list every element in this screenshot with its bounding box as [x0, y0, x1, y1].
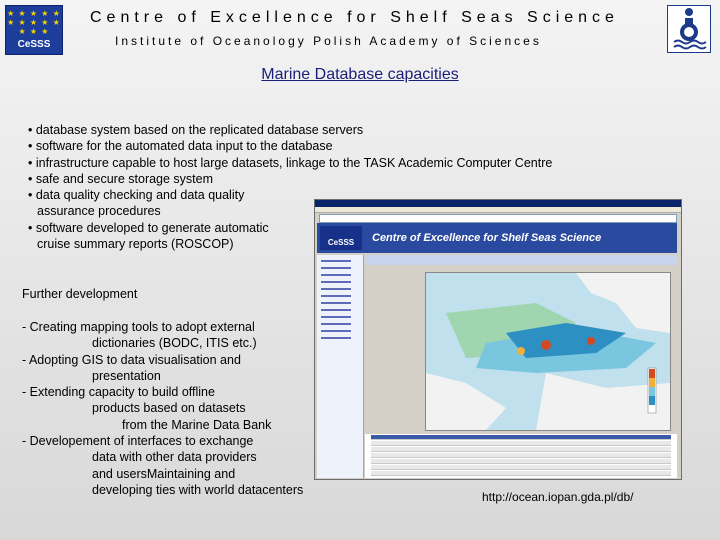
website-logo: CeSSS [320, 226, 362, 250]
development-item: - Adopting GIS to data visualisation and [22, 352, 241, 367]
development-continuation: presentation [92, 368, 161, 383]
website-banner-title: Centre of Excellence for Shelf Seas Science [372, 232, 602, 244]
website-banner [317, 223, 677, 253]
bullet-item: • software for the automated data input to the database [28, 139, 333, 154]
further-development-heading: Further development [22, 287, 138, 301]
development-list [22, 319, 303, 498]
distribution-map [425, 272, 671, 431]
browser-menu-bar [315, 207, 681, 213]
bullet-item: • database system based on the replicated database servers [28, 123, 364, 137]
development-continuation: developing ties with world datacenters [92, 482, 304, 497]
bullet-item: • safe and secure storage system [28, 171, 214, 186]
map-graphic [426, 273, 670, 430]
iopan-logo [667, 5, 711, 53]
development-item: - Developement of interfaces to exchange [22, 434, 254, 449]
browser-address-bar [319, 214, 677, 223]
centre-title: Centre of Excellence for Shelf Seas Science [90, 9, 619, 26]
development-item: - Extending capacity to build offline [22, 385, 215, 400]
iopan-logo-icon [668, 6, 710, 52]
website-sidebar [317, 255, 364, 478]
map-title-band [365, 255, 677, 265]
development-item: - Creating mapping tools to adopt external [22, 320, 255, 334]
eu-stars-icon: ★ ★ ★ ★ ★ ★ ★ ★ ★ ★ ★ ★ ★ [7, 9, 61, 36]
cesss-logo-text: CeSSS [17, 39, 51, 50]
bullet-continuation: assurance procedures [37, 204, 161, 219]
development-continuation: products based on datasets [92, 401, 246, 416]
development-continuation: from the Marine Data Bank [122, 417, 272, 432]
development-continuation: data with other data providers [92, 450, 257, 465]
bullet-item: • software developed to generate automatic [28, 220, 269, 235]
development-continuation: and usersMaintaining and [92, 466, 236, 481]
development-continuation: dictionaries (BODC, ITIS etc.) [92, 336, 257, 351]
browser-title-bar [315, 200, 681, 207]
database-website-screenshot [314, 199, 682, 480]
stations-table [365, 434, 677, 478]
database-url[interactable]: http://ocean.iopan.gda.pl/db/ [482, 490, 634, 504]
slide-heading: Marine Database capacities [261, 66, 459, 83]
bullet-item: • infrastructure capable to host large datasets, linkage to the TASK Academic Computer Centre [28, 155, 553, 170]
bullet-continuation: cruise summary reports (ROSCOP) [37, 237, 234, 252]
institute-subtitle: Institute of Oceanology Polish Academy of Sciences [115, 34, 542, 48]
cesss-logo [5, 5, 63, 55]
bullet-item: • data quality checking and data quality [28, 188, 245, 203]
